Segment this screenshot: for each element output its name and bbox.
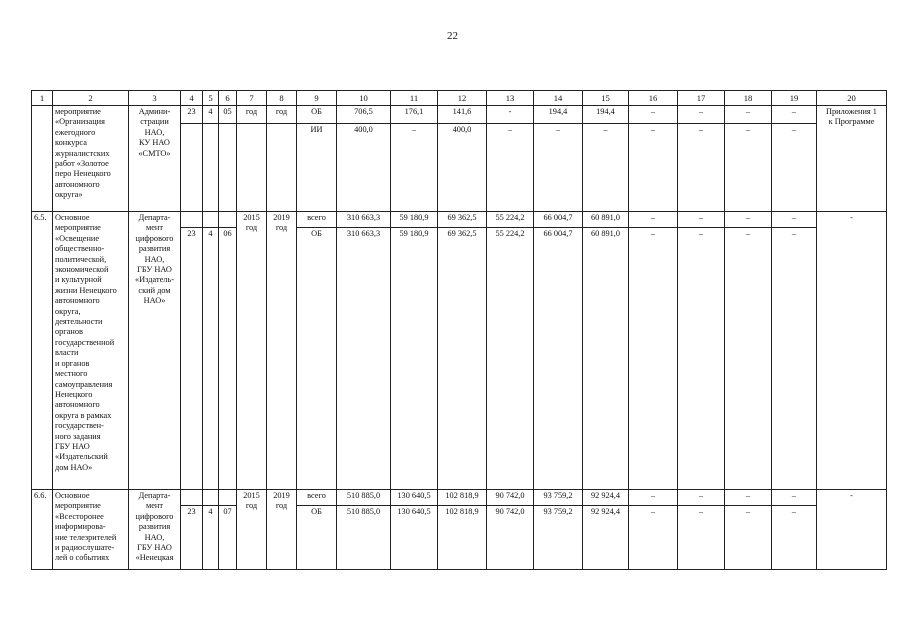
col-header: 12 <box>438 91 487 106</box>
funding-source: всего <box>297 212 337 228</box>
value-cell: – <box>678 490 725 506</box>
value-cell: – <box>629 490 678 506</box>
value-cell: – <box>629 106 678 124</box>
row-number-cell: 6.6. <box>32 490 53 570</box>
value-cell: 102 818,9 <box>438 506 487 570</box>
col-header: 1 <box>32 91 53 106</box>
value-cell: – <box>772 228 817 490</box>
page-number: 22 <box>447 30 458 42</box>
col-header: 15 <box>583 91 629 106</box>
value-cell: 194,4 <box>583 106 629 124</box>
value-cell: - <box>487 106 534 124</box>
value-cell: – <box>629 124 678 212</box>
executor-cell: Департа- мент цифрового развития НАО, ГБУ НАО «Ненецкая <box>129 490 181 570</box>
funding-source: ОБ <box>297 506 337 570</box>
value-cell: – <box>725 490 772 506</box>
value-cell: 93 759,2 <box>534 506 583 570</box>
funding-source: ОБ <box>297 106 337 124</box>
value-cell: 310 663,3 <box>337 228 391 490</box>
executor-cell: Департа- мент цифрового развития НАО, ГБУ НАО «Издатель- ский дом НАО» <box>129 212 181 490</box>
value-cell: 90 742,0 <box>487 506 534 570</box>
value-cell: – <box>629 212 678 228</box>
col-header: 20 <box>817 91 887 106</box>
event-description: мероприятие «Организация ежегодного конкурса журналистских работ «Золотое перо Ненецкого автономного округа» <box>53 106 129 212</box>
value-cell: – <box>487 124 534 212</box>
col-header: 8 <box>267 91 297 106</box>
col-header: 13 <box>487 91 534 106</box>
code-cell: 4 <box>203 506 219 570</box>
executor-cell: Админи- страции НАО, КУ НАО «СМТО» <box>129 106 181 212</box>
code-cell: 23 <box>181 506 203 570</box>
funding-source: ИИ <box>297 124 337 212</box>
value-cell: – <box>583 124 629 212</box>
value-cell: – <box>678 506 725 570</box>
note-cell: Приложения 1 к Программе <box>817 106 887 212</box>
code-cell: 4 <box>203 106 219 124</box>
code-cell: 07 <box>219 506 237 570</box>
value-cell: 69 362,5 <box>438 212 487 228</box>
value-cell: 60 891,0 <box>583 228 629 490</box>
event-description: Основное мероприятие «Всесторонее информирова- ние телезрителей и радиослушате- лей о событиях <box>53 490 129 570</box>
value-cell: 66 004,7 <box>534 228 583 490</box>
value-cell: 55 224,2 <box>487 212 534 228</box>
code-cell: 06 <box>219 228 237 490</box>
program-table <box>31 90 887 570</box>
value-cell: 510 885,0 <box>337 490 391 506</box>
value-cell: 194,4 <box>534 106 583 124</box>
value-cell: 92 924,4 <box>583 506 629 570</box>
value-cell: – <box>725 228 772 490</box>
col-header: 16 <box>629 91 678 106</box>
row-number-cell: 6.5. <box>32 212 53 490</box>
value-cell: – <box>772 124 817 212</box>
value-cell: 59 180,9 <box>391 228 438 490</box>
value-cell: 69 362,5 <box>438 228 487 490</box>
table-row <box>32 490 887 506</box>
table-row <box>32 212 887 228</box>
start-year-cell: год <box>237 106 267 124</box>
value-cell: 706,5 <box>337 106 391 124</box>
value-cell: – <box>725 506 772 570</box>
code-cell: 23 <box>181 228 203 490</box>
end-year-cell: 2019 год <box>267 212 297 490</box>
value-cell: 90 742,0 <box>487 490 534 506</box>
end-year-cell: 2019 год <box>267 490 297 570</box>
table-row <box>32 106 887 124</box>
col-header: 9 <box>297 91 337 106</box>
col-header: 7 <box>237 91 267 106</box>
value-cell: – <box>629 228 678 490</box>
value-cell: 130 640,5 <box>391 506 438 570</box>
funding-source: всего <box>297 490 337 506</box>
end-year-cell: год <box>267 106 297 124</box>
value-cell: – <box>629 506 678 570</box>
note-cell: - <box>817 212 887 490</box>
value-cell: – <box>678 228 725 490</box>
start-year-cell: 2015 год <box>237 212 267 490</box>
col-header: 2 <box>53 91 129 106</box>
value-cell: – <box>725 124 772 212</box>
value-cell: 130 640,5 <box>391 490 438 506</box>
value-cell: 55 224,2 <box>487 228 534 490</box>
value-cell: – <box>725 212 772 228</box>
col-header: 5 <box>203 91 219 106</box>
col-header: 14 <box>534 91 583 106</box>
col-header: 18 <box>725 91 772 106</box>
value-cell: 310 663,3 <box>337 212 391 228</box>
value-cell: – <box>678 212 725 228</box>
value-cell: 400,0 <box>337 124 391 212</box>
value-cell: – <box>772 490 817 506</box>
value-cell: 60 891,0 <box>583 212 629 228</box>
value-cell: 510 885,0 <box>337 506 391 570</box>
value-cell: 176,1 <box>391 106 438 124</box>
funding-source: ОБ <box>297 228 337 490</box>
col-header: 19 <box>772 91 817 106</box>
value-cell: 400,0 <box>438 124 487 212</box>
value-cell: – <box>391 124 438 212</box>
note-cell: - <box>817 490 887 570</box>
row-number-cell <box>32 106 53 212</box>
col-header: 11 <box>391 91 438 106</box>
value-cell: 66 004,7 <box>534 212 583 228</box>
value-cell: – <box>678 106 725 124</box>
value-cell: – <box>772 212 817 228</box>
col-header: 4 <box>181 91 203 106</box>
code-cell: 4 <box>203 228 219 490</box>
code-cell: 23 <box>181 106 203 124</box>
col-header: 6 <box>219 91 237 106</box>
value-cell: – <box>772 506 817 570</box>
value-cell: 102 818,9 <box>438 490 487 506</box>
value-cell: – <box>678 124 725 212</box>
value-cell: – <box>534 124 583 212</box>
value-cell: 59 180,9 <box>391 212 438 228</box>
column-header-row <box>32 91 887 106</box>
col-header: 10 <box>337 91 391 106</box>
value-cell: 92 924,4 <box>583 490 629 506</box>
value-cell: 93 759,2 <box>534 490 583 506</box>
start-year-cell: 2015 год <box>237 490 267 570</box>
value-cell: 141,6 <box>438 106 487 124</box>
value-cell: – <box>772 106 817 124</box>
value-cell: – <box>725 106 772 124</box>
event-description: Основное мероприятие «Освещение общественно- политической, экономической и культурной жизни Ненецкого автономного округа, деятельности органов государственной власти и органов местного самоуправления Ненецкого автономного округа в рамках государствен- ного задания ГБУ НАО «Издательский дом НАО» <box>53 212 129 490</box>
col-header: 3 <box>129 91 181 106</box>
code-cell: 05 <box>219 106 237 124</box>
col-header: 17 <box>678 91 725 106</box>
